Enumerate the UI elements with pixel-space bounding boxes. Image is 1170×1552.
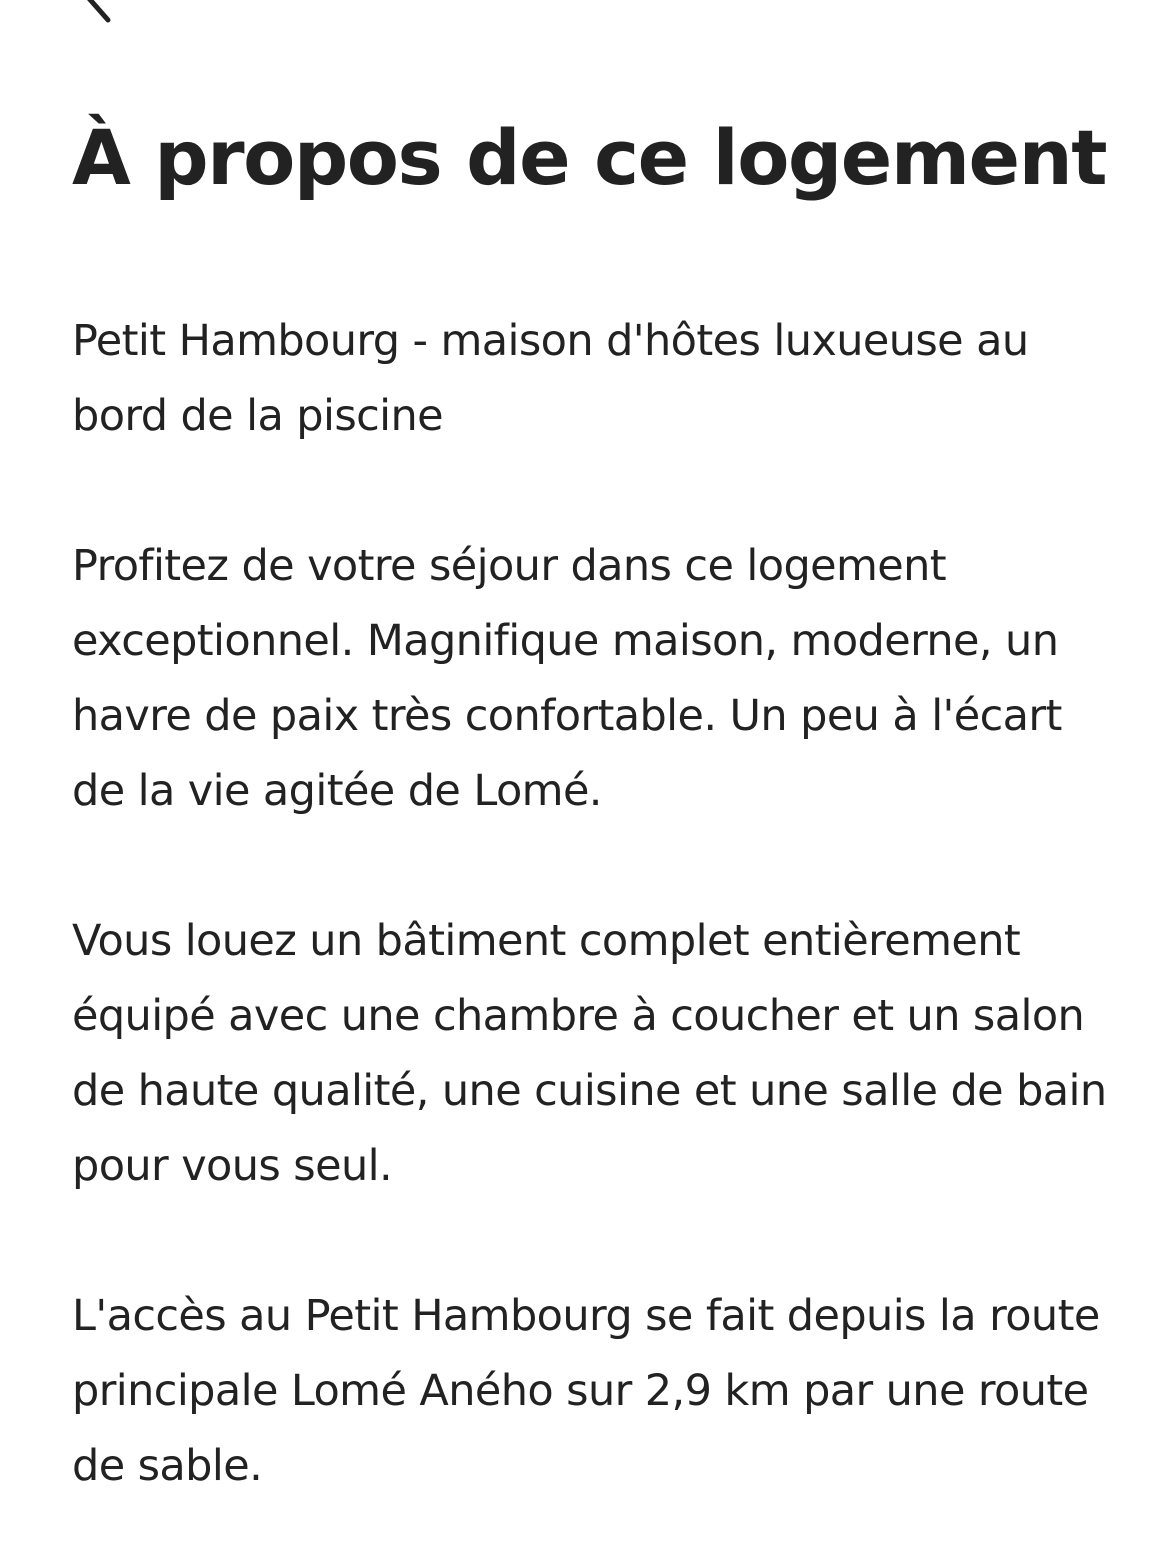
listing-description [72, 304, 1112, 1504]
description-paragraph: Vous louez un bâtiment complet entièrement équipé avec une chambre à coucher et un salon de haute qualité, une cuisine et une salle de bain pour vous seul. [72, 916, 1107, 1191]
description-paragraph: Profitez de votre séjour dans ce logement exceptionnel. Magnifique maison, moderne, un havre de paix très confortable. Un peu à l'écart de la vie agitée de Lomé. [72, 541, 1062, 816]
description-paragraph: Petit Hambourg - maison d'hôtes luxueuse au bord de la piscine [72, 316, 1029, 441]
page-title: À propos de ce logement [72, 113, 1107, 202]
back-button[interactable] [60, 0, 130, 30]
about-listing-section [72, 108, 1112, 1504]
chevron-left-icon [60, 0, 130, 30]
description-paragraph: L'accès au Petit Hambourg se fait depuis la route principale Lomé Aného sur 2,9 km par une route de sable. [72, 1291, 1100, 1491]
